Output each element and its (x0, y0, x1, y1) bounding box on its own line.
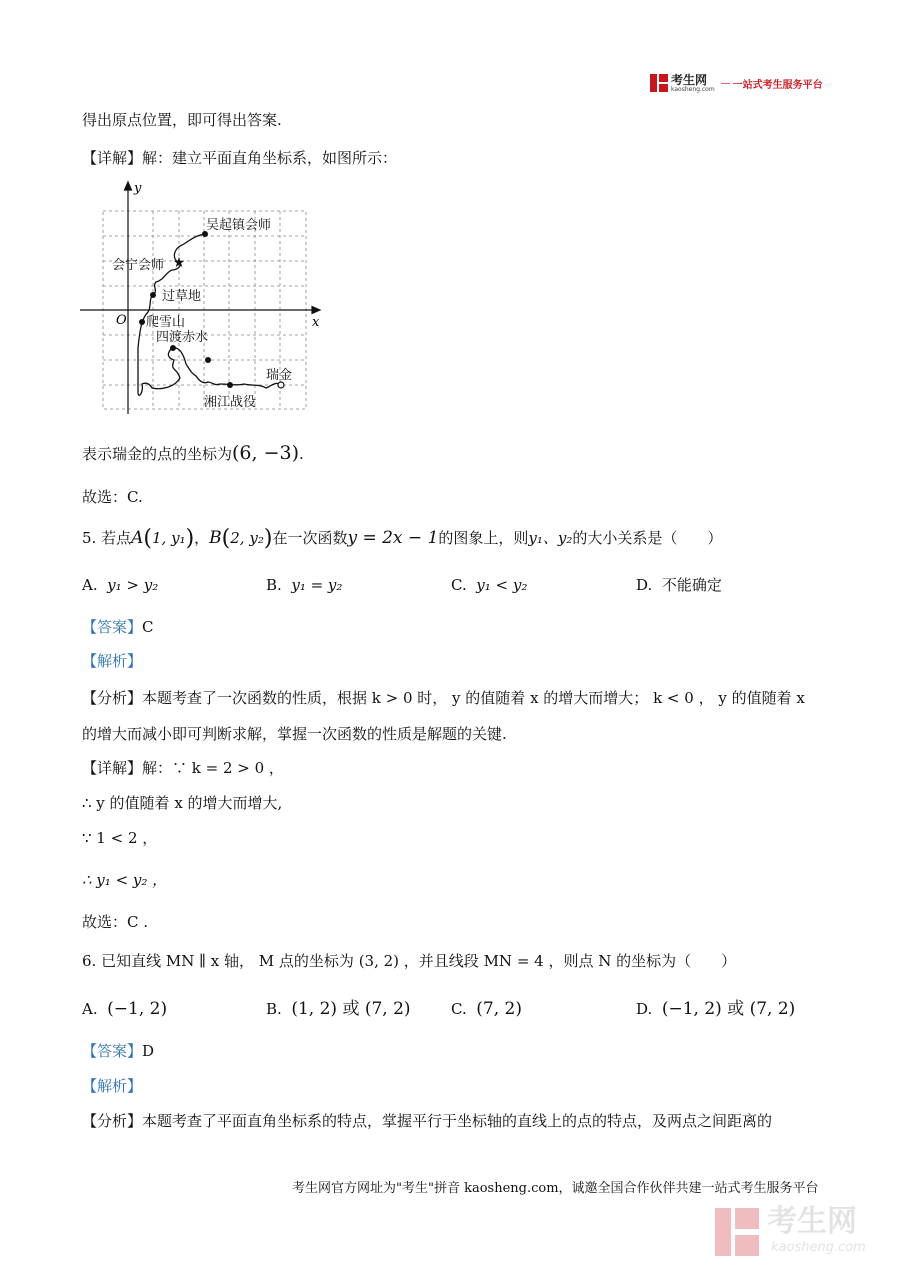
text-line-3: 表示瑞金的点的坐标为(6, −3). (82, 442, 304, 464)
text-line-1: 得出原点位置，即可得出答案. (82, 111, 282, 129)
q6-analysis-tag: 【解析】 (82, 1077, 143, 1095)
q5-xiangjie-1: 【详解】解：∵ k = 2 > 0 ， (82, 759, 284, 777)
header-logo: 考生网 kaosheng.com — 一站式考生服务平台 (650, 72, 823, 94)
point-xiangjiang (227, 382, 233, 388)
q5-fenxi-1: 【分析】本题考查了一次函数的性质，根据 k > 0 时， y 的值随着 x 的增大而增大； k < 0 ， y 的值随着 x (82, 689, 805, 707)
q5-option-c[interactable]: C. y₁ < y₂ (451, 576, 528, 594)
logo-en: kaosheng.com (671, 85, 715, 93)
label-sidu: 四渡赤水 (156, 330, 209, 345)
label-wuqi: 吴起镇会师 (206, 218, 272, 233)
label-huining: 会宁会师 (112, 258, 165, 273)
watermark-en: kaosheng.com (771, 1240, 866, 1255)
y-axis-label: y (134, 181, 142, 196)
footer-text: 考生网官方网址为"考生"拼音 kaosheng.com，诚邀全国合作伙伴共建一站式考生服务平台 (292, 1181, 819, 1196)
point-sidu-2 (205, 357, 211, 363)
q6-fenxi-1: 【分析】本题考查了平面直角坐标系的特点，掌握平行于坐标轴的直线上的点的特点，及两点之间距离的 (82, 1112, 773, 1130)
q5-stem: 5. 若点A(1, y₁)，B(2, y₂)在一次函数y = 2x − 1的图象上，则y₁、y₂的大小关系是（ ） (82, 526, 723, 551)
q5-step-4: ∴ y₁ < y₂ ， (82, 871, 168, 889)
watermark (715, 1204, 885, 1260)
star-icon: ★ (172, 255, 186, 271)
logo-icon (650, 74, 668, 92)
q6-option-c[interactable]: C. (7, 2) (451, 999, 522, 1019)
q5-option-a[interactable]: A. y₁ > y₂ (82, 576, 159, 594)
text-line-2 (82, 148, 397, 168)
watermark-logo-icon (715, 1208, 759, 1256)
q6-option-b[interactable]: B. (1, 2) 或 (7, 2) (266, 999, 411, 1019)
x-axis-label: x (312, 315, 320, 330)
label-xiangjiang: 湘江战役 (204, 395, 257, 410)
label-paxueshan: 爬雪山 (146, 315, 186, 330)
detail-tag: 【详解】 (82, 149, 143, 167)
header-slogan: 一站式考生服务平台 (732, 79, 823, 91)
q5-step-2: ∴ y 的值随着 x 的增大而增大, (82, 794, 283, 812)
q6-option-d[interactable]: D. (−1, 2) 或 (7, 2) (636, 999, 796, 1019)
q5-option-d[interactable]: D. 不能确定 (636, 576, 722, 594)
origin-label: O (116, 313, 127, 328)
q5-step-3: ∵ 1 < 2 ， (82, 829, 158, 847)
point-paxueshan (139, 319, 145, 325)
text-line-4: 故选：C. (82, 488, 143, 506)
logo-cn: 考生网 (671, 72, 708, 87)
point-guocaodi (150, 292, 156, 298)
q5-answer: 【答案】C (82, 618, 154, 636)
point-sidu-1 (170, 345, 176, 351)
coordinate-figure (80, 178, 330, 418)
q5-fenxi-2: 的增大而减小即可判断求解，掌握一次函数的性质是解题的关键. (82, 725, 507, 743)
watermark-cn: 考生网 (767, 1204, 857, 1239)
q5-option-b[interactable]: B. y₁ = y₂ (266, 576, 343, 594)
ruijin-coord: (6, −3) (232, 442, 300, 464)
q6-stem: 6. 已知直线 MN ∥ x 轴， M 点的坐标为 (3, 2) ，并且线段 MN = 4 ，则点 N 的坐标为（ ） (82, 952, 737, 970)
q5-analysis-tag: 【解析】 (82, 652, 143, 670)
detail-text: 解：建立平面直角坐标系，如图所示： (142, 149, 398, 167)
q6-option-a[interactable]: A. (−1, 2) (82, 999, 168, 1019)
q6-answer: 【答案】D (82, 1042, 155, 1060)
label-guocaodi: 过草地 (162, 289, 202, 304)
q5-step-5: 故选：C . (82, 913, 149, 931)
label-ruijin: 瑞金 (266, 368, 293, 383)
